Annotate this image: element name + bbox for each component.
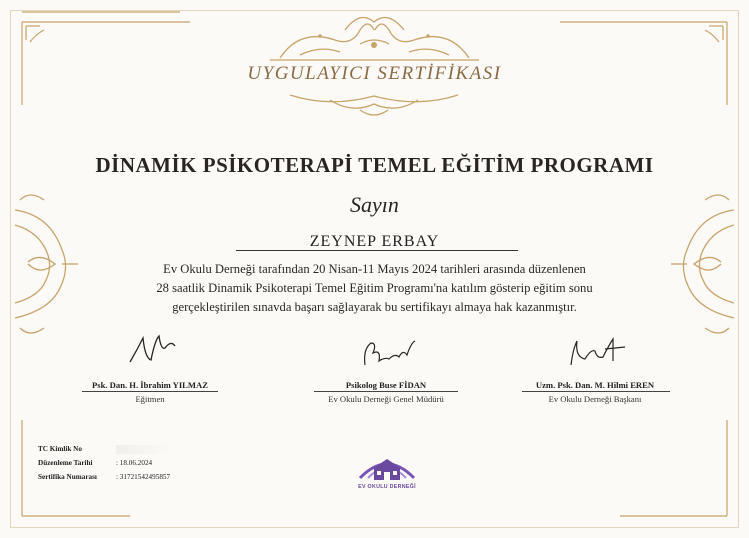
signature-line-2 — [314, 391, 458, 392]
serial-label: Sertifika Numarası — [38, 473, 97, 481]
program-title: DİNAMİK PSİKOTERAPİ TEMEL EĞİTİM PROGRAMI — [95, 153, 654, 177]
tc-label: TC Kimlik No — [38, 445, 82, 454]
body-text-line: Ev Okulu Derneği tarafından 20 Nisan-11 Mayıs 2024 tarihleri arasında düzenlenen — [163, 262, 586, 276]
date-label: Düzenleme Tarihi — [38, 459, 93, 467]
signature-line-1 — [82, 391, 218, 392]
signatory-1-name: Psk. Dan. H. İbrahim YILMAZ — [92, 380, 208, 390]
logo-text: EV OKULU DERNEĞİ — [358, 484, 416, 490]
recipient-underline — [236, 250, 518, 251]
signatory-1-role: Eğitmen — [135, 394, 165, 404]
signature-line-3 — [522, 391, 670, 392]
signatory-3-role: Ev Okulu Derneği Başkanı — [548, 394, 642, 404]
signatory-3-name: Uzm. Psk. Dan. M. Hilmi EREN — [535, 380, 655, 390]
signatory-2-name: Psikolog Buse FİDAN — [345, 380, 427, 390]
ev-okulu-logo-icon — [352, 450, 422, 486]
body-text-line: 28 saatlik Dinamik Psikoterapi Temel Eğitim Programı'na katılım gösterip eğitim sonu — [156, 281, 593, 295]
recipient-name: ZEYNEP ERBAY — [309, 233, 440, 250]
salutation: Sayın — [350, 192, 399, 217]
signature-2 — [355, 335, 425, 375]
info-date-row — [38, 459, 152, 467]
redacted-value — [116, 445, 171, 454]
serial-value: : 31721542495857 — [116, 473, 171, 481]
signature-3 — [565, 335, 635, 375]
body-text-line: gerçekleştirilen sınavda başarı sağlayarak bu sertifikayı almaya hak kazanmıştır. — [172, 300, 577, 314]
certificate-type-label: UYGULAYICI SERTİFİKASI — [247, 63, 502, 84]
signature-1 — [125, 330, 185, 370]
info-tc-row — [38, 445, 171, 454]
date-value: : 18.06.2024 — [116, 459, 153, 467]
signatory-2-role: Ev Okulu Derneği Genel Müdürü — [328, 394, 444, 404]
info-serial-row — [38, 473, 170, 481]
